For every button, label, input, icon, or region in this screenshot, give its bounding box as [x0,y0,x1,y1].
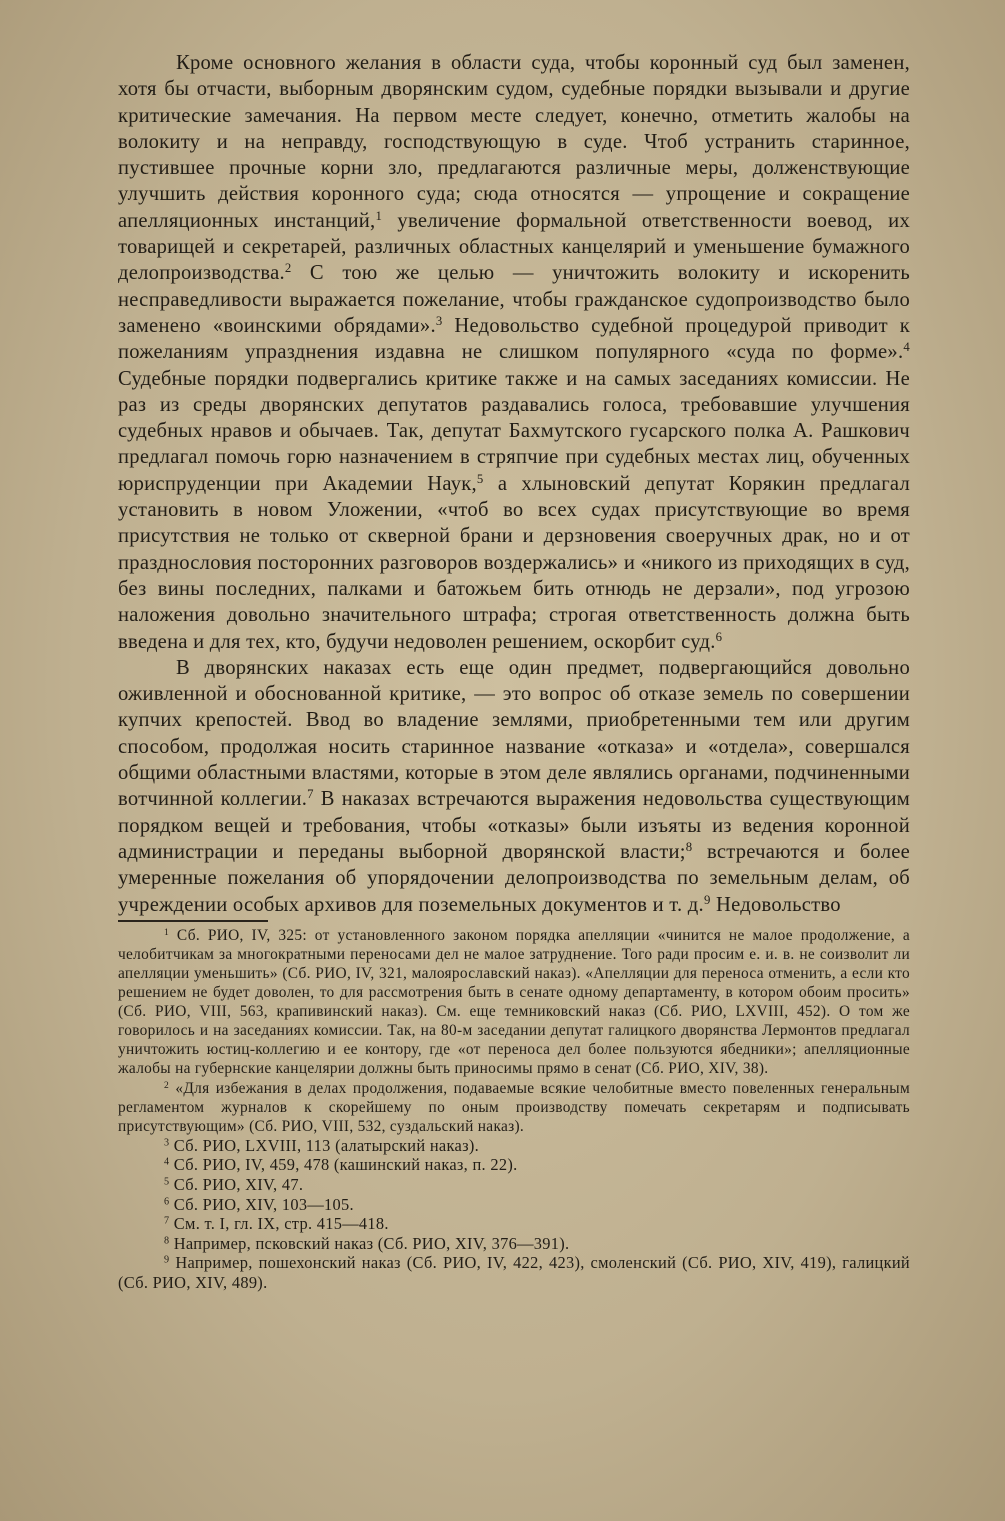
footnote-divider [118,920,268,922]
footnote-ref-6: 6 [715,629,723,644]
footnote-ref-5: 5 [476,471,484,486]
main-text [118,50,910,918]
footnote-3: $^3$ Сб. РИО, LXVIII, 113 (алатырский наказ). [164,1135,479,1155]
footnote-5: $^5$ Сб. РИО, XIV, 47. [164,1175,304,1195]
footnote-ref-4: 4 [903,340,910,355]
footnote-1: $^1$ Сб. РИО, IV, 325: от установленного законом порядка апелляции «чинится не малое продолжение, а челобитчикам за многократными переносами дел не малое затруднение. Того ради просим е. и. в. не соизволит ли апелляции уменьшить» (Сб. РИО, IV, 321, малоярославский наказ). «Апелляции для переноса отменить, а если кто решением не будет доволен, то для рассмотрения быть в сенате одному департаменту, в котором обоим просить» (Сб. РИО, VIII, 563, крапивинский наказ). См. еще темниковский наказ (Сб. РИО, LXVIII, 452). О том же говорилось и на заседаниях комиссии. Так, на 80-м заседании депутат галицкого дворянства Лермонтов предлагал уничтожить юстиц-коллегию и ее контору, где «от переноса дел более пользуются ябедники»; апелляционные жалобы на губернские канцелярии должны быть приносимы прямо в сенат (Сб. РИО, XIV, 38). [118,926,910,1078]
footnote-ref-7: 7 [307,787,314,802]
footnotes-long [118,926,910,1136]
footnote-4: $^4$ Сб. РИО, IV, 459, 478 (кашинский наказ, п. 22). [164,1155,518,1175]
footnote-ref-8: 8 [685,839,693,854]
footnote-ref-1: 1 [375,208,383,223]
footnote-2: $^2$ «Для избежания в делах продолжения, подаваемые всякие челобитные вместо повеленных генеральным регламентом журналов к скорейшему по оным производству помечать секретарям и подписывать присутствующим» (Сб. РИО, VIII, 532, суздальский наказ). [118,1079,910,1135]
page-text [118,50,910,1293]
footnote-ref-9: 9 [703,892,711,907]
footnote-ref-3: 3 [435,313,443,328]
footnote-7: $^7$ См. т. I, гл. IX, стр. 415—418. [164,1214,389,1234]
footnote-8: $^8$ Например, псковский наказ (Сб. РИО, XIV, 376—391). [164,1233,570,1253]
paragraph-1: Кроме основного желания в области суда, чтобы коронный суд был заменен, хотя бы отчасти, выборным дворянским судом, судебные порядки вызывали и другие критические замечания. На первом месте следует, конечно, отметить жалобы на волокиту и на неправду, господствующую в суде. Чтоб устранить старинное, пустившее прочные корни зло, предлагаются различные меры, долженствующие улучшить действия коронного суда; сюда относятся — упрощение и сокращение апелляционных инстанций,$^1$ увеличение формальной ответственности воевод, их товарищей и секретарей, различных областных канцелярий и уменьшение бумажного делопроизводства.$^2$ С тою же целью — уничтожить волокиту и искоренить несправедливости выражается пожелание, чтобы гражданское судопроизводство было заменено «воинскими обрядами».$^3$ Недовольство судебной процедурой приводит к пожеланиям упразднения издавна не слишком популярного «суда по форме».$^4$ Судебные порядки подвергались критике также и на самых заседаниях комиссии. Не раз из среды дворянских депутатов раздавались голоса, требовавшие улучшения судебных нравов и обычаев. Так, депутат Бахмутского гусарского полка А. Рашкович предлагал помочь горю назначением в стряпчие при судебных местах лиц, обученных юриспруденции при Академии Наук,$^5$ а хлыновский депутат Корякин предлагал установить в новом Уложении, «чтоб во всех судах присутствующие во время присутствия не только от скверной брани и дерзновения своеручных драк, но и от празднословия посторонних разговоров воздержались» и «никого из приходящих в суд, без вины последних, палками и батожьем бить отнюдь не дерзали», под угрозою наложения довольно значительного штрафа; строгая ответственность должна быть введена и для тех, кто, будучи недоволен решением, оскорбит суд.$^6$ [118,52,910,653]
footnote-6: $^6$ Сб. РИО, XIV, 103—105. [164,1194,354,1214]
footnote-9: $^9$ Например, пошехонский наказ (Сб. РИО, IV, 422, 423), смоленский (Сб. РИО, XIV, 419), галицкий (Сб. РИО, XIV, 489). [118,1253,910,1292]
footnote-ref-2: 2 [284,261,292,276]
paragraph-2: В дворянских наказах есть еще один предмет, подвергающийся довольно оживленной и обоснованной критике, — это вопрос об отказе земель по совершении купчих крепостей. Ввод во владение землями, приобретенными тем или другим способом, продолжая носить старинное название «отказа» и «отдела», совершался общими областными властями, которые в этом деле являлись органами, подчиненными вотчинной коллегии.$^7$ В наказах встречаются выражения недовольства существующим порядком вещей и требования, чтобы «отказы» были изъяты из ведения коронной администрации и переданы выборной дворянской власти;$^8$ встречаются и более умеренные пожелания об упорядочении делопроизводства по земельным делам, об учреждении особых архивов для поземельных документов и т. д.$^9$ Недовольство [118,656,911,916]
footnotes-short [118,1136,910,1293]
